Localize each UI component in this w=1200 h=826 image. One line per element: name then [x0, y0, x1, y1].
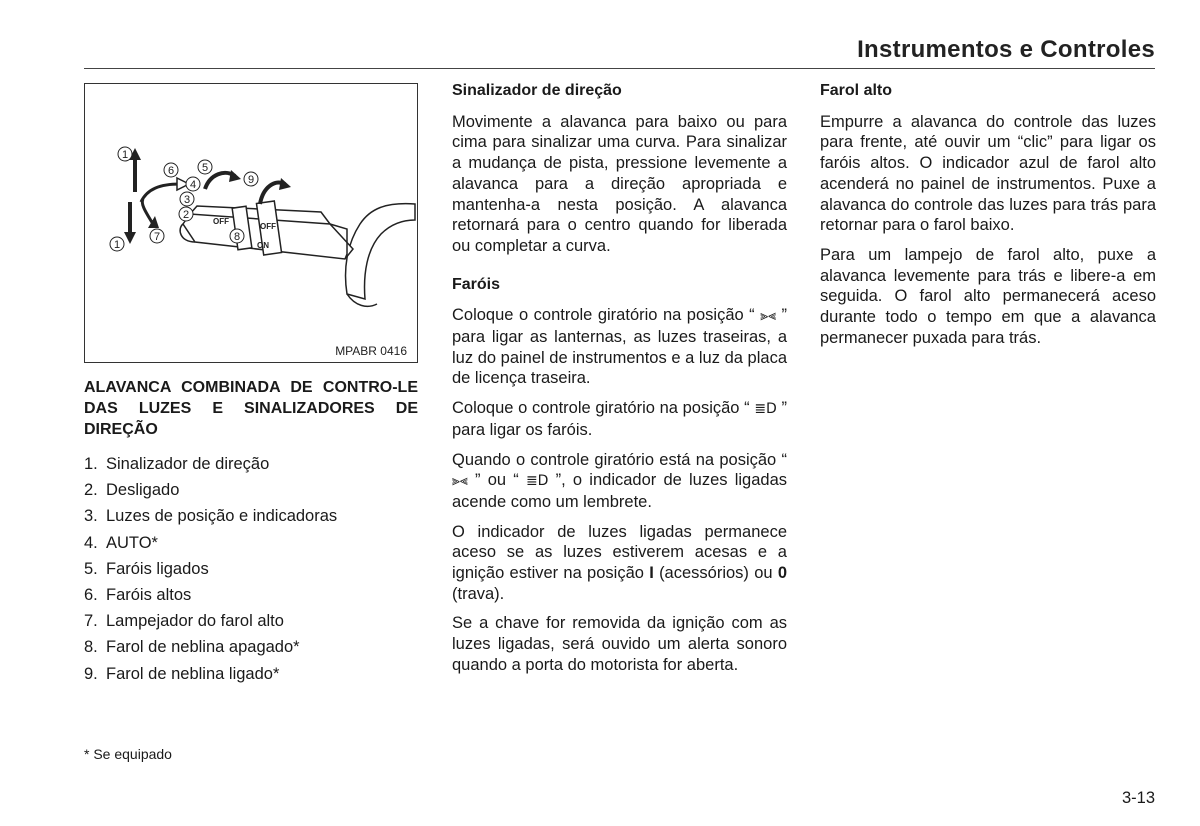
- list-item: 9. Farol de neblina ligado*: [84, 664, 280, 683]
- paragraph: Quando o controle giratório está na posição “ ⫸⫷ ” ou “ ≣D ”, o indicador de luzes ligadas acende como um lembrete.: [452, 450, 787, 511]
- column-middle: [452, 81, 787, 685]
- list-item: 6. Faróis altos: [84, 585, 192, 604]
- callout-5: 5: [201, 162, 209, 174]
- label-off-2: OFF: [260, 222, 276, 231]
- figure-code: MPABR 0416: [335, 344, 407, 358]
- paragraph: Coloque o controle giratório na posição “ ≣D ” para ligar os faróis.: [452, 399, 787, 439]
- list-item: 2. Desligado: [84, 481, 180, 500]
- column-right: [820, 81, 1156, 357]
- section-heading: ALAVANCA COMBINADA DE CONTRO-LE DAS LUZES E SINALIZADORES DE DIREÇÃO: [84, 379, 418, 438]
- subheading-headlights: Faróis: [452, 275, 501, 293]
- headlight-icon: ≣D: [754, 401, 777, 418]
- lever-illustration: [84, 83, 418, 363]
- callout-2: 2: [182, 209, 190, 221]
- paragraph: Para um lampejo de farol alto, puxe a alavanca levemente para trás e libere-a em seguida. O farol alto permanecerá aceso durante todo o tempo em que a alavanca permanecer puxada para trás.: [820, 245, 1156, 347]
- list-item: 7. Lampejador do farol alto: [84, 612, 284, 631]
- header-rule: [84, 68, 1155, 69]
- callout-7: 7: [153, 231, 161, 243]
- paragraph: Movimente a alavanca para baixo ou para cima para sinalizar uma curva. Para sinalizar a mudança de pista, pressione levemente a alavanca para a direção apropriada e mantenha-a nesta posição. A alavanca retornará para o centro quando for liberada ou completar a curva.: [452, 112, 787, 255]
- paragraph: O indicador de luzes ligadas permanece aceso se as luzes estiverem acesas e a ignição estiver na posição I (acessórios) ou 0 (trava).: [452, 522, 788, 603]
- parking-light-icon: ⫸⫷: [760, 308, 776, 325]
- subheading-high-beam: Farol alto: [820, 82, 893, 99]
- paragraph: Se a chave for removida da ignição com as luzes ligadas, será ouvido um alerta sonoro quando a porta do motorista for aberta.: [452, 614, 787, 674]
- callout-1-bottom: 1: [113, 239, 121, 251]
- label-on: ON: [257, 241, 269, 250]
- callout-4: 4: [189, 179, 197, 191]
- list-item: 5. Faróis ligados: [84, 559, 209, 578]
- callout-3: 3: [183, 194, 191, 206]
- callout-1-top: 1: [121, 149, 129, 161]
- list-item: 1. Sinalizador de direção: [84, 455, 270, 473]
- footnote: * Se equipado: [84, 746, 172, 762]
- paragraph: Coloque o controle giratório na posição “ ⫸⫷ ” para ligar as lanternas, as luzes traseiras, a luz do painel de instrumentos e a luz da placa de licença traseira.: [452, 306, 788, 388]
- callout-9: 9: [247, 174, 255, 186]
- callout-8: 8: [233, 231, 241, 243]
- label-off-1: OFF: [213, 217, 229, 226]
- header-title: Instrumentos e Controles: [857, 36, 1155, 63]
- list-item: 4. AUTO*: [84, 533, 158, 552]
- subheading-turn-signal: Sinalizador de direção: [452, 82, 622, 99]
- legend-list: [84, 454, 418, 690]
- list-item: 3. Luzes de posição e indicadoras: [84, 507, 338, 526]
- parking-light-icon: ⫸⫷: [452, 473, 468, 490]
- page-number: 3-13: [1121, 789, 1155, 807]
- headlight-icon: ≣D: [525, 473, 549, 490]
- paragraph: Empurre a alavanca do controle das luzes para frente, até ouvir um “clic” para ligar os faróis altos. O indicador azul de farol alto acenderá no painel de instrumentos. Puxe a alavanca do controle das luzes para trás para retornar para o farol baixo.: [820, 112, 1156, 235]
- lever-drawing: [85, 84, 419, 364]
- callout-6: 6: [167, 165, 175, 177]
- list-item: 8. Farol de neblina apagado*: [84, 638, 300, 657]
